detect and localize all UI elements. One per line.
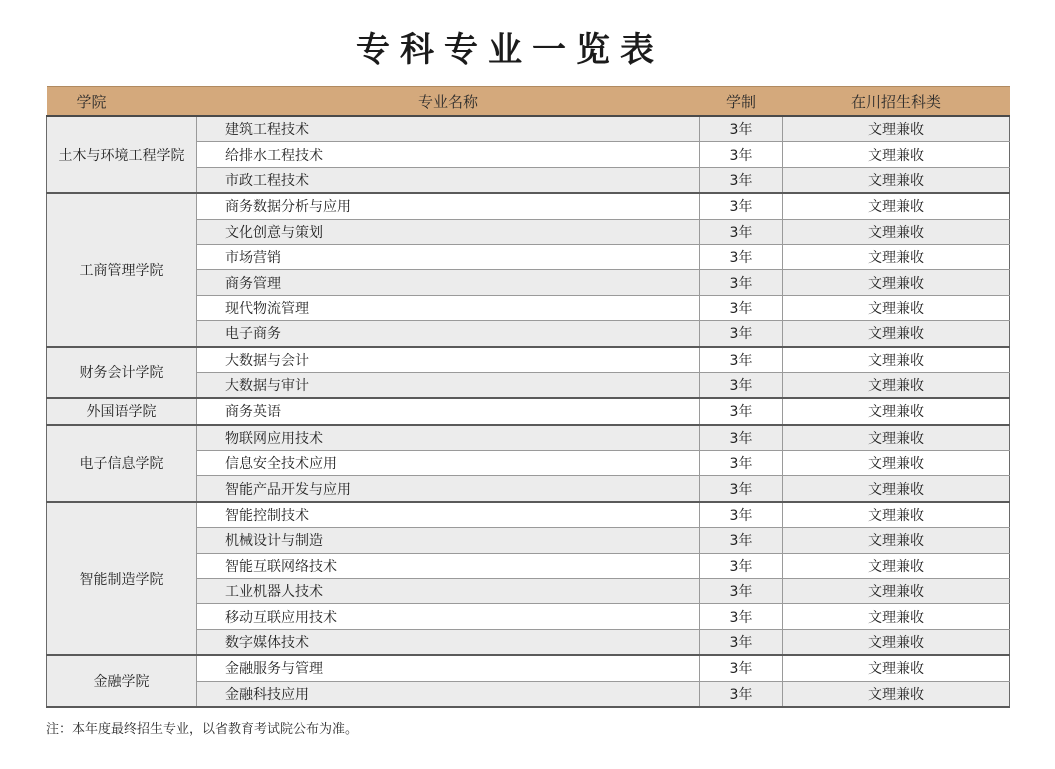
category-cell: 文理兼收 (783, 347, 1010, 373)
header-duration: 学制 (700, 87, 783, 117)
table-row (47, 193, 1010, 219)
header-major-name: 专业名称 (197, 87, 700, 117)
category-cell: 文理兼收 (783, 425, 1010, 451)
college-cell: 财务会计学院 (47, 347, 197, 399)
major-name-cell: 给排水工程技术 (197, 142, 700, 167)
major-name-cell: 金融服务与管理 (197, 655, 700, 681)
category-cell: 文理兼收 (783, 398, 1010, 424)
duration-cell: 3年 (700, 451, 783, 476)
major-name-cell: 建筑工程技术 (197, 116, 700, 142)
college-cell: 土木与环境工程学院 (47, 116, 197, 193)
major-name-cell: 数字媒体技术 (197, 629, 700, 655)
major-name-cell: 智能产品开发与应用 (197, 476, 700, 502)
major-name-cell: 商务数据分析与应用 (197, 193, 700, 219)
major-name-cell: 商务管理 (197, 270, 700, 295)
major-name-cell: 大数据与会计 (197, 347, 700, 373)
category-cell: 文理兼收 (783, 528, 1010, 553)
category-cell: 文理兼收 (783, 244, 1010, 269)
duration-cell: 3年 (700, 244, 783, 269)
duration-cell: 3年 (700, 502, 783, 528)
major-name-cell: 物联网应用技术 (197, 425, 700, 451)
duration-cell: 3年 (700, 398, 783, 424)
category-cell: 文理兼收 (783, 116, 1010, 142)
major-name-cell: 大数据与审计 (197, 372, 700, 398)
major-name-cell: 市政工程技术 (197, 167, 700, 193)
duration-cell: 3年 (700, 579, 783, 604)
category-cell: 文理兼收 (783, 681, 1010, 707)
duration-cell: 3年 (700, 270, 783, 295)
duration-cell: 3年 (700, 528, 783, 553)
category-cell: 文理兼收 (783, 142, 1010, 167)
major-name-cell: 移动互联应用技术 (197, 604, 700, 629)
table-row (47, 425, 1010, 451)
major-name-cell: 智能互联网络技术 (197, 553, 700, 578)
major-name-cell: 电子商务 (197, 321, 700, 347)
table-row (47, 398, 1010, 424)
duration-cell: 3年 (700, 681, 783, 707)
category-cell: 文理兼收 (783, 295, 1010, 320)
category-cell: 文理兼收 (783, 372, 1010, 398)
category-cell: 文理兼收 (783, 579, 1010, 604)
category-cell: 文理兼收 (783, 321, 1010, 347)
table-body (47, 116, 1010, 707)
college-cell: 智能制造学院 (47, 502, 197, 655)
major-name-cell: 现代物流管理 (197, 295, 700, 320)
majors-table (46, 86, 1010, 708)
table-header-row (47, 87, 1010, 117)
major-name-cell: 信息安全技术应用 (197, 451, 700, 476)
major-name-cell: 金融科技应用 (197, 681, 700, 707)
college-cell: 电子信息学院 (47, 425, 197, 502)
major-name-cell: 机械设计与制造 (197, 528, 700, 553)
header-category: 在川招生科类 (783, 87, 1010, 117)
major-name-cell: 文化创意与策划 (197, 219, 700, 244)
duration-cell: 3年 (700, 629, 783, 655)
college-cell: 外国语学院 (47, 398, 197, 424)
table-row (47, 347, 1010, 373)
category-cell: 文理兼收 (783, 476, 1010, 502)
duration-cell: 3年 (700, 116, 783, 142)
duration-cell: 3年 (700, 425, 783, 451)
duration-cell: 3年 (700, 604, 783, 629)
table-row (47, 502, 1010, 528)
college-cell: 金融学院 (47, 655, 197, 707)
category-cell: 文理兼收 (783, 193, 1010, 219)
major-name-cell: 工业机器人技术 (197, 579, 700, 604)
category-cell: 文理兼收 (783, 604, 1010, 629)
footnote: 注：本年度最终招生专业，以省教育考试院公布为准。 (46, 722, 359, 737)
header-college: 学院 (47, 87, 197, 117)
table-row (47, 116, 1010, 142)
major-name-cell: 商务英语 (197, 398, 700, 424)
duration-cell: 3年 (700, 372, 783, 398)
category-cell: 文理兼收 (783, 219, 1010, 244)
category-cell: 文理兼收 (783, 502, 1010, 528)
page-title: 专科专业一览表 (356, 30, 664, 70)
category-cell: 文理兼收 (783, 655, 1010, 681)
table-row (47, 655, 1010, 681)
category-cell: 文理兼收 (783, 270, 1010, 295)
duration-cell: 3年 (700, 476, 783, 502)
category-cell: 文理兼收 (783, 553, 1010, 578)
duration-cell: 3年 (700, 321, 783, 347)
category-cell: 文理兼收 (783, 629, 1010, 655)
duration-cell: 3年 (700, 142, 783, 167)
major-name-cell: 智能控制技术 (197, 502, 700, 528)
duration-cell: 3年 (700, 655, 783, 681)
category-cell: 文理兼收 (783, 167, 1010, 193)
category-cell: 文理兼收 (783, 451, 1010, 476)
college-cell: 工商管理学院 (47, 193, 197, 346)
duration-cell: 3年 (700, 167, 783, 193)
duration-cell: 3年 (700, 347, 783, 373)
duration-cell: 3年 (700, 193, 783, 219)
duration-cell: 3年 (700, 219, 783, 244)
duration-cell: 3年 (700, 553, 783, 578)
duration-cell: 3年 (700, 295, 783, 320)
major-name-cell: 市场营销 (197, 244, 700, 269)
